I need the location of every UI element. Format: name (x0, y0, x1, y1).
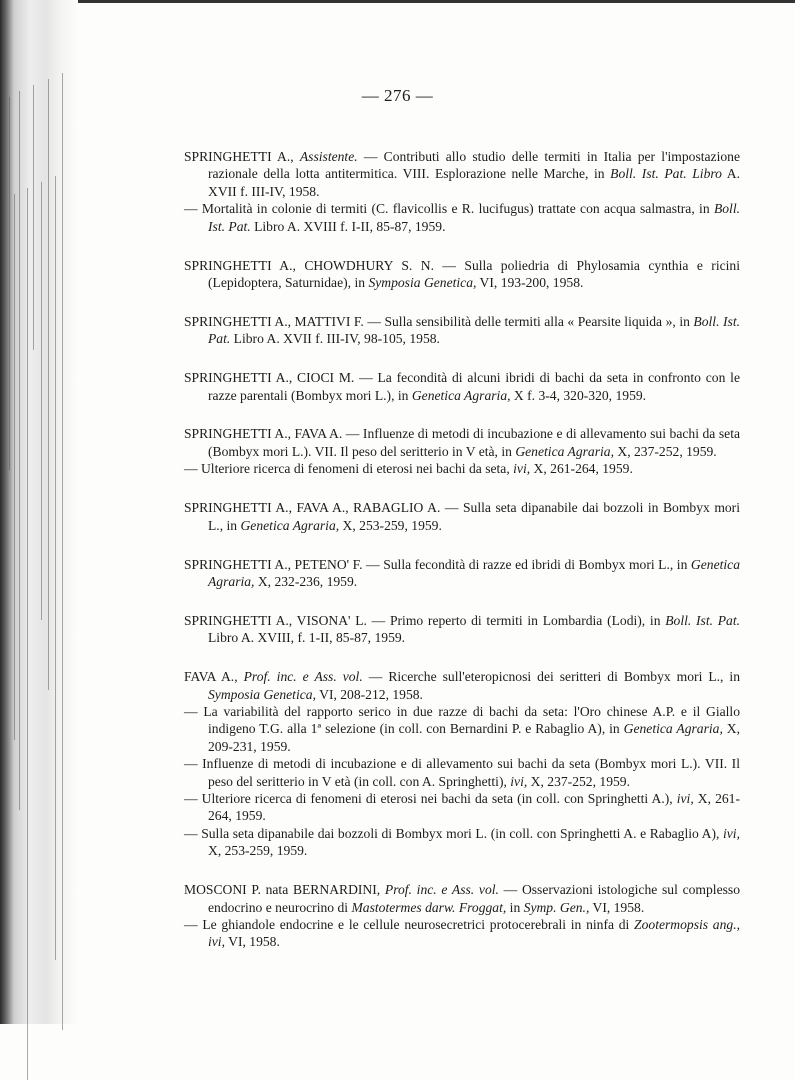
italic-citation-text: Boll. Ist. Pat. (665, 612, 740, 628)
bibliography-entry (184, 668, 740, 703)
bibliography-entry (184, 556, 740, 591)
italic-citation-text: ivi, (723, 825, 740, 841)
entry-text: — La variabilità del rapporto serico in due razze di bachi da seta: l'Oro chinese A.P. e il Giallo indigeno T.G. alla 1ª selezione (in coll. con Bernardini P. e Rabaglio A), in (184, 703, 740, 737)
entry-text: FAVA A., (184, 669, 244, 685)
italic-citation-text: Symposia Genetica, (368, 274, 477, 290)
italic-citation-text: Boll. Ist. Pat. Libro (610, 166, 722, 182)
italic-citation-text: Zootermopsis ang., ivi, (208, 916, 740, 950)
bibliography-entry (184, 200, 740, 235)
entry-text: — Ulteriore ricerca di fenomeni di eterosi nei bachi da seta (in coll. con Springhetti A.), (184, 790, 677, 806)
entry-text: — Sulla seta dipanabile dai bozzoli di Bombyx mori L. (in coll. con Springhetti A. e Rabaglio A), (184, 825, 723, 841)
entry-text: SPRINGHETTI A., CHOWDHURY S. N. — Sulla poliedria di Phylosamia cynthia e ricini (Lepidoptera, Saturnidae), in (184, 257, 740, 290)
bibliography-entry-group (184, 668, 740, 859)
entry-text: — Influenze di metodi di incubazione e di allevamento sui bachi da seta (Bombyx mori L.). VII. Il peso del seritterio in V età (in coll. con A. Springhetti), (184, 756, 740, 789)
italic-citation-text: Assistente. (299, 149, 358, 164)
entry-text: VI, 208-212, 1958. (315, 686, 423, 702)
entry-text: SPRINGHETTI A., MATTIVI F. — Sulla sensibilità delle termiti alla « Pearsite liquida », in (184, 313, 694, 329)
italic-citation-text: ivi, (676, 790, 694, 806)
bibliography-entry-group (184, 425, 740, 477)
entry-text: MOSCONI P. nata BERNARDINI, (184, 882, 385, 898)
bibliography-entry (184, 825, 740, 860)
bibliography-entry-group (184, 257, 740, 292)
entry-text: — Contributi allo studio delle termiti in Italia per l'impostazione razionale della lotta antitermitica. VIII. Esplorazione nelle Marche, in (208, 149, 740, 182)
bibliography-entry (184, 755, 740, 790)
bibliography-entry (184, 612, 740, 647)
entry-text: Libro A. XVII f. III-IV, 98-105, 1958. (230, 331, 440, 347)
bibliography-entry (184, 369, 740, 404)
entry-text: VI, 193-200, 1958. (476, 274, 584, 290)
scan-streak (48, 79, 49, 690)
bibliography-entry (184, 916, 740, 951)
italic-citation-text: Mastotermes darw. Froggat, (351, 899, 507, 915)
italic-citation-text: Prof. inc. e Ass. vol. (384, 882, 499, 898)
entry-text: X, 232-236, 1959. (254, 573, 358, 589)
italic-citation-text: Boll. Ist. Pat. (208, 313, 740, 347)
entry-text: VI, 1958. (589, 899, 645, 915)
entry-text: X, 253-259, 1959. (208, 843, 308, 859)
italic-citation-text: ivi, (513, 461, 531, 477)
entry-text: SPRINGHETTI A., VISONA' L. — Primo reperto di termiti in Lombardia (Lodi), in (184, 612, 666, 628)
scan-streak (55, 176, 56, 960)
entry-text: X f. 3-4, 320-320, 1959. (510, 387, 647, 403)
italic-citation-text: Boll. Ist. Pat. (208, 201, 740, 234)
page-number: — 276 — (361, 86, 434, 105)
entry-text: — Mortalità in colonie di termiti (C. flavicollis e R. lucifugus) trattate con acqua salmastra, in (184, 201, 714, 217)
entry-text: VI, 1958. (225, 934, 280, 950)
entry-text: A. XVII f. III-IV, 1958. (208, 166, 741, 199)
bibliography-entry-group (184, 881, 740, 951)
entry-text: SPRINGHETTI A., FAVA A., RABAGLIO A. — Sulla seta dipanabile dai bozzoli in Bombyx mori L., in (184, 500, 740, 533)
bibliography-list (184, 148, 740, 972)
entry-text: SPRINGHETTI A., FAVA A. — Influenze di metodi di incubazione e di allevamento sui bachi da seta (Bombyx mori L.). VII. Il peso del seritterio in V età, in (184, 426, 740, 459)
entry-text: Libro A. XVIII, f. 1-II, 85-87, 1959. (208, 630, 406, 646)
bibliography-entry (184, 425, 740, 460)
bibliography-entry-group (184, 148, 740, 235)
scan-binding-edge (0, 0, 78, 1024)
scan-top-border (0, 0, 795, 3)
bibliography-entry (184, 313, 740, 348)
entry-text: — Le ghiandole endocrine e le cellule neurosecretrici protocerebrali in ninfa di (184, 916, 635, 932)
entry-text: Libro A. XVIII f. I-II, 85-87, 1959. (250, 218, 446, 234)
entry-text: X, 237-252, 1959. (527, 773, 630, 789)
italic-citation-text: Symposia Genetica, (208, 686, 316, 702)
bibliography-entry-group (184, 556, 740, 591)
entry-text: SPRINGHETTI A., PETENO' F. — Sulla fecondità di razze ed ibridi di Bombyx mori L., in (184, 556, 691, 572)
entry-text: — Ulteriore ricerca di fenomeni di eterosi nei bachi da seta, (184, 461, 514, 477)
entry-text: SPRINGHETTI A., CIOCI M. — La fecondità di alcuni ibridi di bachi da seta in confronto con le razze parentali (Bombyx mori L.), in (184, 370, 740, 403)
italic-citation-text: Genetica Agraria, (515, 443, 614, 459)
scan-streak (27, 188, 28, 1080)
italic-citation-text: Genetica Agraria, (411, 387, 511, 403)
italic-citation-text: ivi, (510, 773, 528, 789)
italic-citation-text: Prof. inc. e Ass. vol. (243, 669, 363, 685)
entry-text: — Osservazioni istologiche sul complesso endocrino e neurocrino di (208, 882, 740, 915)
scan-streak (19, 91, 20, 810)
entry-text: X, 261-264, 1959. (530, 461, 633, 477)
italic-citation-text: Symp. Gen., (523, 899, 590, 915)
entry-text: in (506, 899, 524, 915)
bibliography-entry (184, 790, 740, 825)
bibliography-entry-group (184, 313, 740, 348)
bibliography-entry-group (184, 612, 740, 647)
bibliography-entry (184, 499, 740, 534)
entry-text: X, 261-264, 1959. (208, 790, 740, 824)
entry-text: X, 209-231, 1959. (208, 721, 740, 754)
entry-text: SPRINGHETTI A., (184, 149, 300, 164)
bibliography-entry-group (184, 369, 740, 404)
bibliography-entry-group (184, 499, 740, 534)
scan-streak (33, 85, 34, 350)
italic-citation-text: Genetica Agraria, (240, 517, 340, 533)
bibliography-entry (184, 148, 740, 200)
bibliography-entry (184, 257, 740, 292)
bibliography-entry (184, 881, 740, 916)
italic-citation-text: Genetica Agraria, (623, 721, 723, 737)
scan-streak (9, 97, 10, 470)
bibliography-entry (184, 703, 740, 755)
entry-text: X, 253-259, 1959. (339, 517, 442, 533)
bibliography-entry (184, 460, 740, 477)
entry-text: X, 237-252, 1959. (614, 443, 717, 459)
italic-citation-text: Genetica Agraria, (208, 556, 740, 589)
scan-streak (62, 73, 63, 1030)
entry-text: — Ricerche sull'eteropicnosi dei seritteri di Bombyx mori L., in (362, 669, 741, 685)
scan-streak (41, 182, 42, 620)
scan-streak (14, 194, 15, 740)
